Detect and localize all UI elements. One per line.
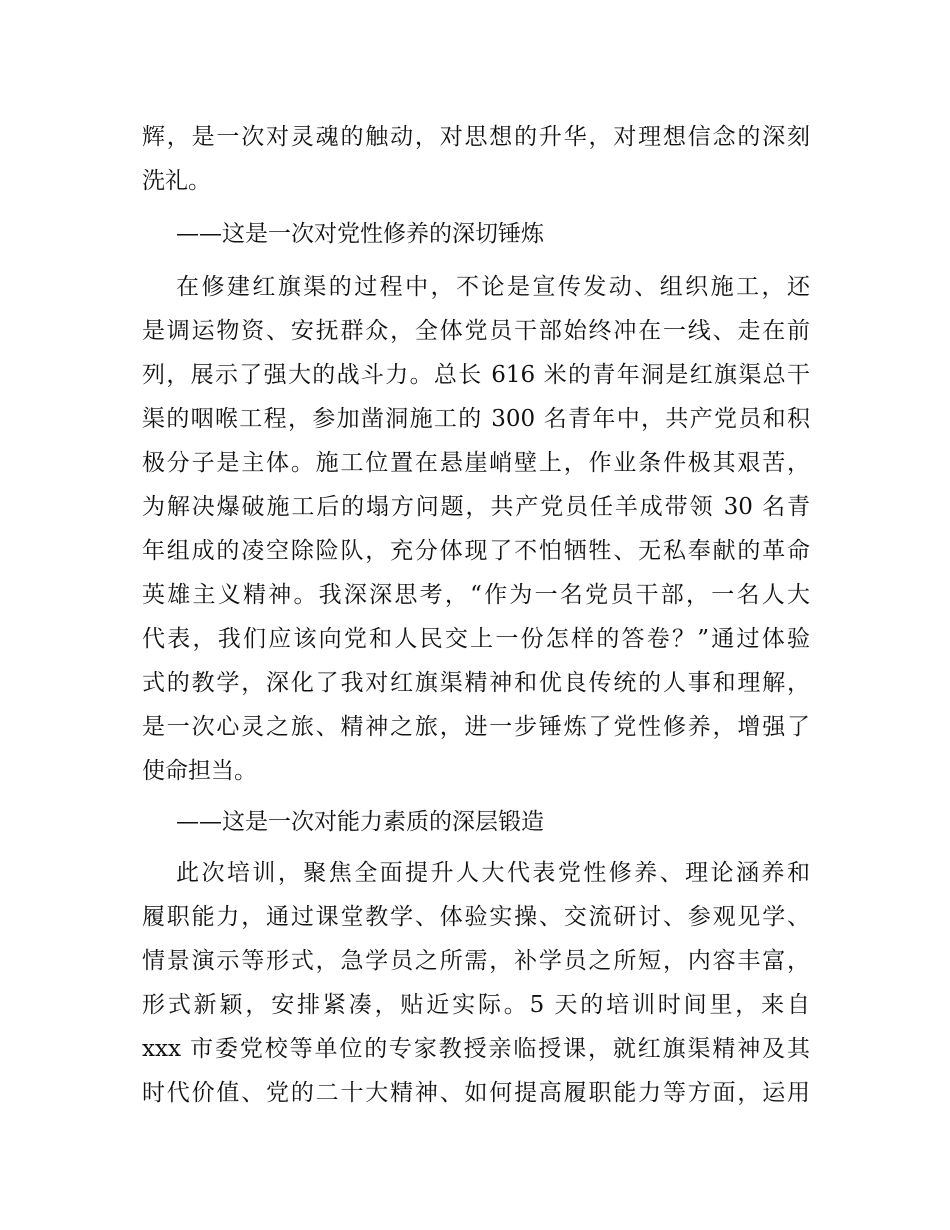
text-line: 在修建红旗渠的过程中，不论是宣传发动、组织施工，还 [176, 274, 810, 300]
text-line: 代表，我们应该向党和人民交上一份怎样的答卷？”通过体验 [142, 626, 810, 652]
text-line: 式的教学，深化了我对红旗渠精神和优良传统的人事和理解， [142, 670, 810, 696]
text-line: 为解决爆破施工后的塌方问题，共产党员任羊成带领 30 名青 [142, 494, 810, 520]
text-line: 履职能力，通过课堂教学、体验实操、交流研讨、参观见学、 [142, 904, 810, 930]
text-line: 是一次心灵之旅、精神之旅，进一步锤炼了党性修养，增强了 [142, 714, 810, 740]
section-heading: ——这是一次对能力素质的深层锻造 [176, 809, 544, 835]
text-line: xxx 市委党校等单位的专家教授亲临授课，就红旗渠精神及其 [142, 1036, 810, 1062]
text-line: 英雄主义精神。我深深思考，“作为一名党员干部，一名人大 [142, 582, 810, 608]
text-line: 极分子是主体。施工位置在悬崖峭壁上，作业条件极其艰苦， [142, 450, 810, 476]
text-line: 渠的咽喉工程，参加凿洞施工的 300 名青年中，共产党员和积 [142, 406, 810, 432]
text-line: 形式新颖，安排紧凑，贴近实际。5 天的培训时间里，来自 [142, 992, 810, 1018]
text-line: 使命担当。 [142, 758, 257, 784]
text-line: 洗礼。 [142, 168, 211, 194]
text-line: 时代价值、党的二十大精神、如何提高履职能力等方面，运用 [142, 1080, 810, 1106]
section-heading: ——这是一次对党性修养的深切锤炼 [176, 221, 544, 247]
text-line: 此次培训，聚焦全面提升人大代表党性修养、理论涵养和 [176, 860, 810, 886]
text-line: 情景演示等形式，急学员之所需，补学员之所短，内容丰富， [142, 948, 810, 974]
text-line: 年组成的凌空除险队，充分体现了不怕牺牲、无私奉献的革命 [142, 538, 810, 564]
text-line: 列，展示了强大的战斗力。总长 616 米的青年洞是红旗渠总干 [142, 362, 810, 388]
text-line: 是调运物资、安抚群众，全体党员干部始终冲在一线、走在前 [142, 318, 810, 344]
text-line: 辉，是一次对灵魂的触动，对思想的升华，对理想信念的深刻 [142, 124, 810, 150]
